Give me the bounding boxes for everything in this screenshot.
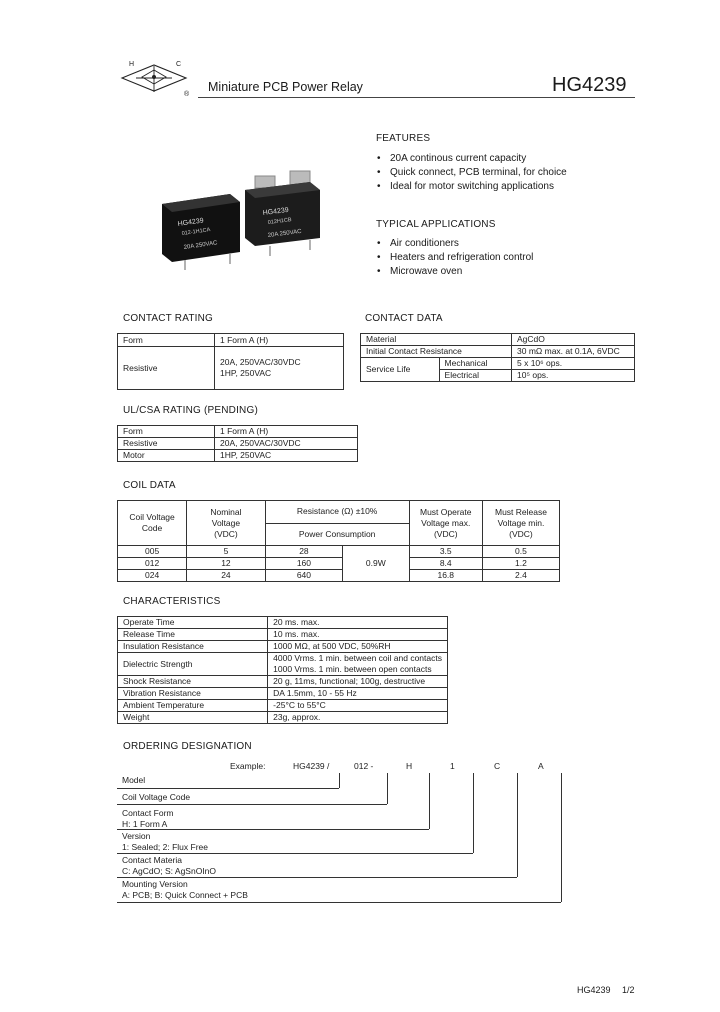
ordering-line-voltage xyxy=(117,804,387,805)
ordering-item-coil-voltage: Coil Voltage Code xyxy=(122,792,191,802)
ordering-part-mounting: A xyxy=(538,761,544,771)
ordering-part-material: C xyxy=(494,761,501,771)
ordering-title: ORDERING DESIGNATION xyxy=(123,741,252,752)
footer-model: HG4239 xyxy=(577,985,611,995)
table-header-row: Coil Voltage Code Nominal Voltage (VDC) Resistance (Ω) ±10% Must Operate Voltage max. (VDC) Must Release Voltage min. (VDC) xyxy=(118,501,560,524)
feature-item: • 20A continous current capacity xyxy=(377,153,527,164)
table-row: Form 1 Form A (H) xyxy=(118,426,358,438)
svg-text:C: C xyxy=(176,61,182,68)
application-item: • Microwave oven xyxy=(377,266,463,277)
relay1-label-line3: 20A 250VAC xyxy=(183,240,218,251)
ordering-line-material xyxy=(117,877,517,878)
dielectric-line-1: 4000 Vrms. 1 min. between coil and contacts xyxy=(273,653,442,663)
product-photo xyxy=(160,160,325,272)
table-row: Initial Contact Resistance 30 mΩ max. at 0.1A, 6VDC xyxy=(361,346,635,358)
company-logo xyxy=(112,58,198,100)
header-model: HG4239 xyxy=(552,74,627,96)
ordering-vline-voltage xyxy=(387,773,388,804)
ordering-item-contact-form: Contact Form H: 1 Form A xyxy=(122,808,174,829)
feature-item: • Ideal for motor switching applications xyxy=(377,181,554,192)
ordering-item-version: Version 1: Sealed; 2: Flux Free xyxy=(122,831,208,852)
header-subtitle: Miniature PCB Power Relay xyxy=(208,80,363,94)
table-row: Shock Resistance 20 g, 11ms, functional; 100g, destructive xyxy=(118,676,448,688)
table-row: 024 24 640 16.8 2.4 xyxy=(118,570,560,582)
ul-rating-table xyxy=(117,425,358,462)
ordering-part-form: H xyxy=(406,761,413,771)
ul-rating-title: UL/CSA RATING (PENDING) xyxy=(123,405,258,416)
ordering-example-label: Example: xyxy=(230,761,266,771)
ordering-item-model: Model xyxy=(122,775,146,785)
ordering-vline-version xyxy=(473,773,474,853)
contact-rating-title: CONTACT RATING xyxy=(123,313,214,324)
applications-list xyxy=(377,238,697,280)
logo-emblem-icon xyxy=(112,58,198,100)
features-list xyxy=(377,153,697,195)
application-item: • Air conditioners xyxy=(377,238,459,249)
ordering-line-form xyxy=(117,829,429,830)
table-row: Dielectric Strength 4000 Vrms. 1 min. between coil and contacts 1000 Vrms. 1 min. between open contacts xyxy=(118,653,448,676)
contact-data-title: CONTACT DATA xyxy=(365,313,443,324)
features-title: FEATURES xyxy=(376,133,431,144)
dielectric-line-2: 1000 Vrms. 1 min. between open contacts xyxy=(273,664,432,674)
ordering-vline-mounting xyxy=(561,773,562,902)
table-row: 012 12 160 8.4 1.2 xyxy=(118,558,560,570)
relay2-label-line3: 20A 250VAC xyxy=(267,228,302,239)
ordering-part-voltage: 012 - xyxy=(354,761,374,771)
ordering-vline-form xyxy=(429,773,430,829)
table-row: Ambient Temperature -25°C to 55°C xyxy=(118,700,448,712)
ordering-line-model xyxy=(117,788,339,789)
contact-data-table xyxy=(360,333,635,382)
contact-rating-table xyxy=(117,333,344,390)
svg-text:®: ® xyxy=(184,91,190,98)
relay1-label-line2: 012-1H1CA xyxy=(181,227,211,237)
coil-data-title: COIL DATA xyxy=(123,480,176,491)
ordering-part-version: 1 xyxy=(450,761,455,771)
table-row: Resistive 20A, 250VAC/30VDC xyxy=(118,438,358,450)
table-header-row: Power Consumption xyxy=(118,523,560,546)
table-row: Material AgCdO xyxy=(361,334,635,346)
table-row: Operate Time 20 ms. max. xyxy=(118,617,448,629)
table-row: Weight 23g, approx. xyxy=(118,712,448,724)
table-row: Insulation Resistance 1000 MΩ, at 500 VDC, 50%RH xyxy=(118,641,448,653)
ordering-vline-material xyxy=(517,773,518,877)
header-rule xyxy=(198,97,635,98)
characteristics-table xyxy=(117,616,448,724)
ordering-line-version xyxy=(117,853,473,854)
ordering-part-model: HG4239 / xyxy=(293,761,330,771)
table-row: Release Time 10 ms. max. xyxy=(118,629,448,641)
relay2-label-line1: HG4239 xyxy=(262,206,290,217)
table-row: Resistive 20A, 250VAC/30VDC 1HP, 250VAC xyxy=(118,347,344,390)
feature-item: • Quick connect, PCB terminal, for choice xyxy=(377,167,567,178)
ordering-item-contact-material: Contact Materia C: AgCdO; S: AgSnOInO xyxy=(122,855,217,876)
table-row: Service Life Mechanical 5 x 10⁶ ops. xyxy=(361,358,635,370)
table-row: Motor 1HP, 250VAC xyxy=(118,450,358,462)
relay2-label-line2: 012H1CB xyxy=(267,217,292,226)
coil-data-table xyxy=(117,500,560,582)
ordering-item-mounting: Mounting Version A: PCB; B: Quick Connect + PCB xyxy=(122,879,248,900)
svg-text:H: H xyxy=(129,61,135,68)
characteristics-title: CHARACTERISTICS xyxy=(123,596,221,607)
application-item: • Heaters and refrigeration control xyxy=(377,252,534,263)
ordering-line-mounting xyxy=(117,902,561,903)
table-row: Electrical 10⁵ ops. xyxy=(361,370,635,382)
table-row: 005 5 28 0.9W 3.5 0.5 xyxy=(118,546,560,558)
ordering-vline-model xyxy=(339,773,340,788)
relay1-label-line1: HG4239 xyxy=(177,217,205,228)
table-row: Vibration Resistance DA 1.5mm, 10 - 55 Hz xyxy=(118,688,448,700)
applications-title: TYPICAL APPLICATIONS xyxy=(376,219,496,230)
footer-page-number: 1/2 xyxy=(622,985,635,995)
table-row: Form 1 Form A (H) xyxy=(118,334,344,347)
